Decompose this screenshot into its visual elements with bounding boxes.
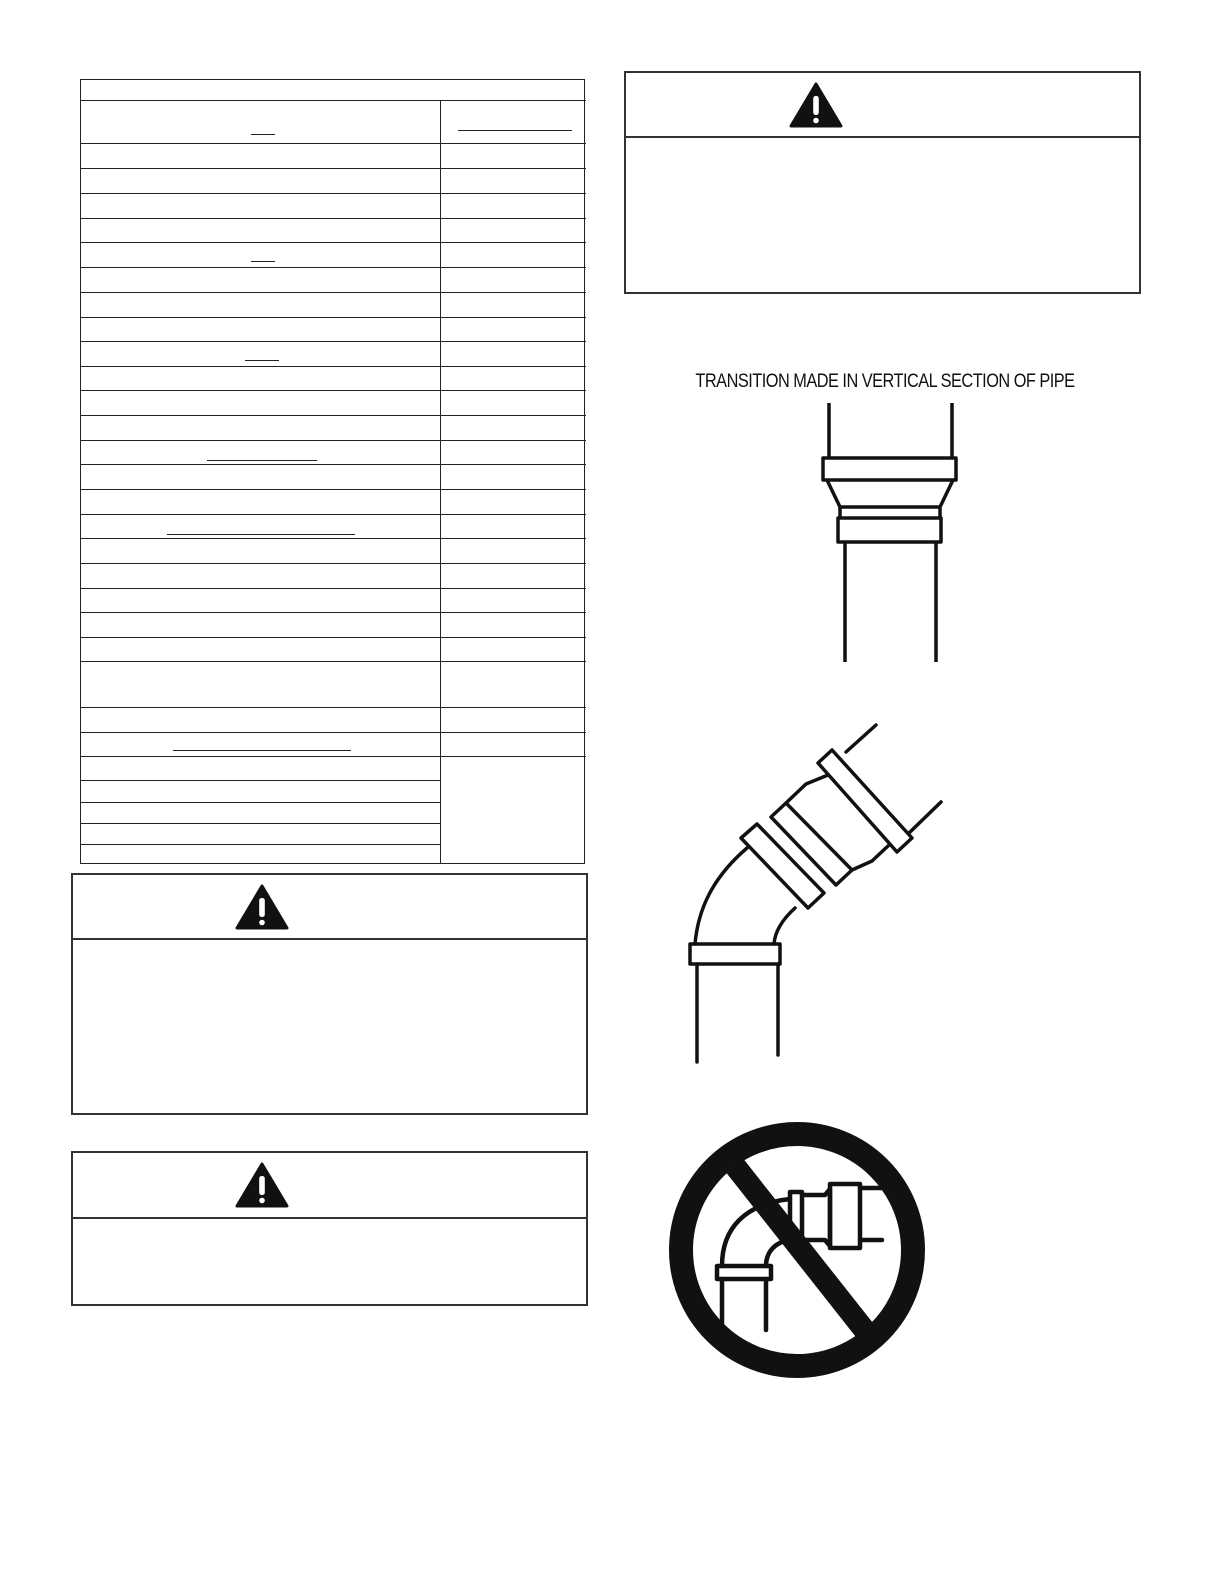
table-row	[81, 390, 586, 391]
table-row	[81, 844, 440, 845]
header-underline	[251, 134, 275, 135]
header-underline	[458, 130, 572, 131]
section-heading-underline	[167, 534, 355, 535]
table-row	[81, 242, 586, 243]
section-heading-underline	[251, 261, 275, 262]
table-row	[81, 168, 586, 169]
table-row	[81, 218, 586, 219]
table-row	[81, 489, 586, 490]
warning-body	[73, 1219, 586, 1304]
section-heading-underline	[245, 360, 279, 361]
warning-header	[626, 73, 1139, 138]
warning-body	[626, 138, 1139, 292]
warning-box-left-2	[71, 1151, 588, 1306]
table-row	[81, 415, 586, 416]
data-table	[80, 79, 585, 864]
figure-caption: TRANSITION MADE IN VERTICAL SECTION OF PIPE	[695, 371, 1075, 392]
section-heading-underline	[173, 750, 351, 751]
warning-header	[73, 1153, 586, 1219]
table-row	[81, 292, 586, 293]
table-row	[81, 464, 586, 465]
section-heading-underline	[207, 460, 317, 461]
table-row	[81, 538, 586, 539]
table-row	[81, 780, 440, 781]
table-title-divider	[81, 100, 586, 101]
table-column-divider	[440, 101, 441, 863]
table-row	[81, 823, 440, 824]
warning-triangle-icon	[234, 883, 290, 931]
warning-triangle-icon	[234, 1161, 290, 1209]
warning-box-top-right	[624, 71, 1141, 294]
warning-body	[73, 940, 586, 1113]
table-header-divider	[81, 143, 586, 144]
warning-box-left-1	[71, 873, 588, 1115]
table-row	[81, 637, 586, 638]
table-row	[81, 440, 586, 441]
table-row	[81, 588, 586, 589]
table-row	[81, 661, 586, 662]
table-row	[81, 514, 586, 515]
table-row	[81, 366, 586, 367]
warning-header	[73, 875, 586, 940]
table-row	[81, 317, 586, 318]
table-row	[81, 707, 586, 708]
table-row	[81, 267, 586, 268]
table-row	[81, 612, 586, 613]
table-row	[81, 732, 586, 733]
table-row	[81, 341, 586, 342]
vertical-transition-pipe-icon	[810, 400, 970, 665]
table-row	[81, 802, 440, 803]
table-row	[81, 756, 586, 757]
warning-triangle-icon	[788, 81, 844, 129]
table-row	[81, 563, 586, 564]
elbow-transition-pipe-icon	[680, 715, 955, 1075]
prohibited-horizontal-transition-icon	[665, 1118, 930, 1383]
table-row	[81, 193, 586, 194]
